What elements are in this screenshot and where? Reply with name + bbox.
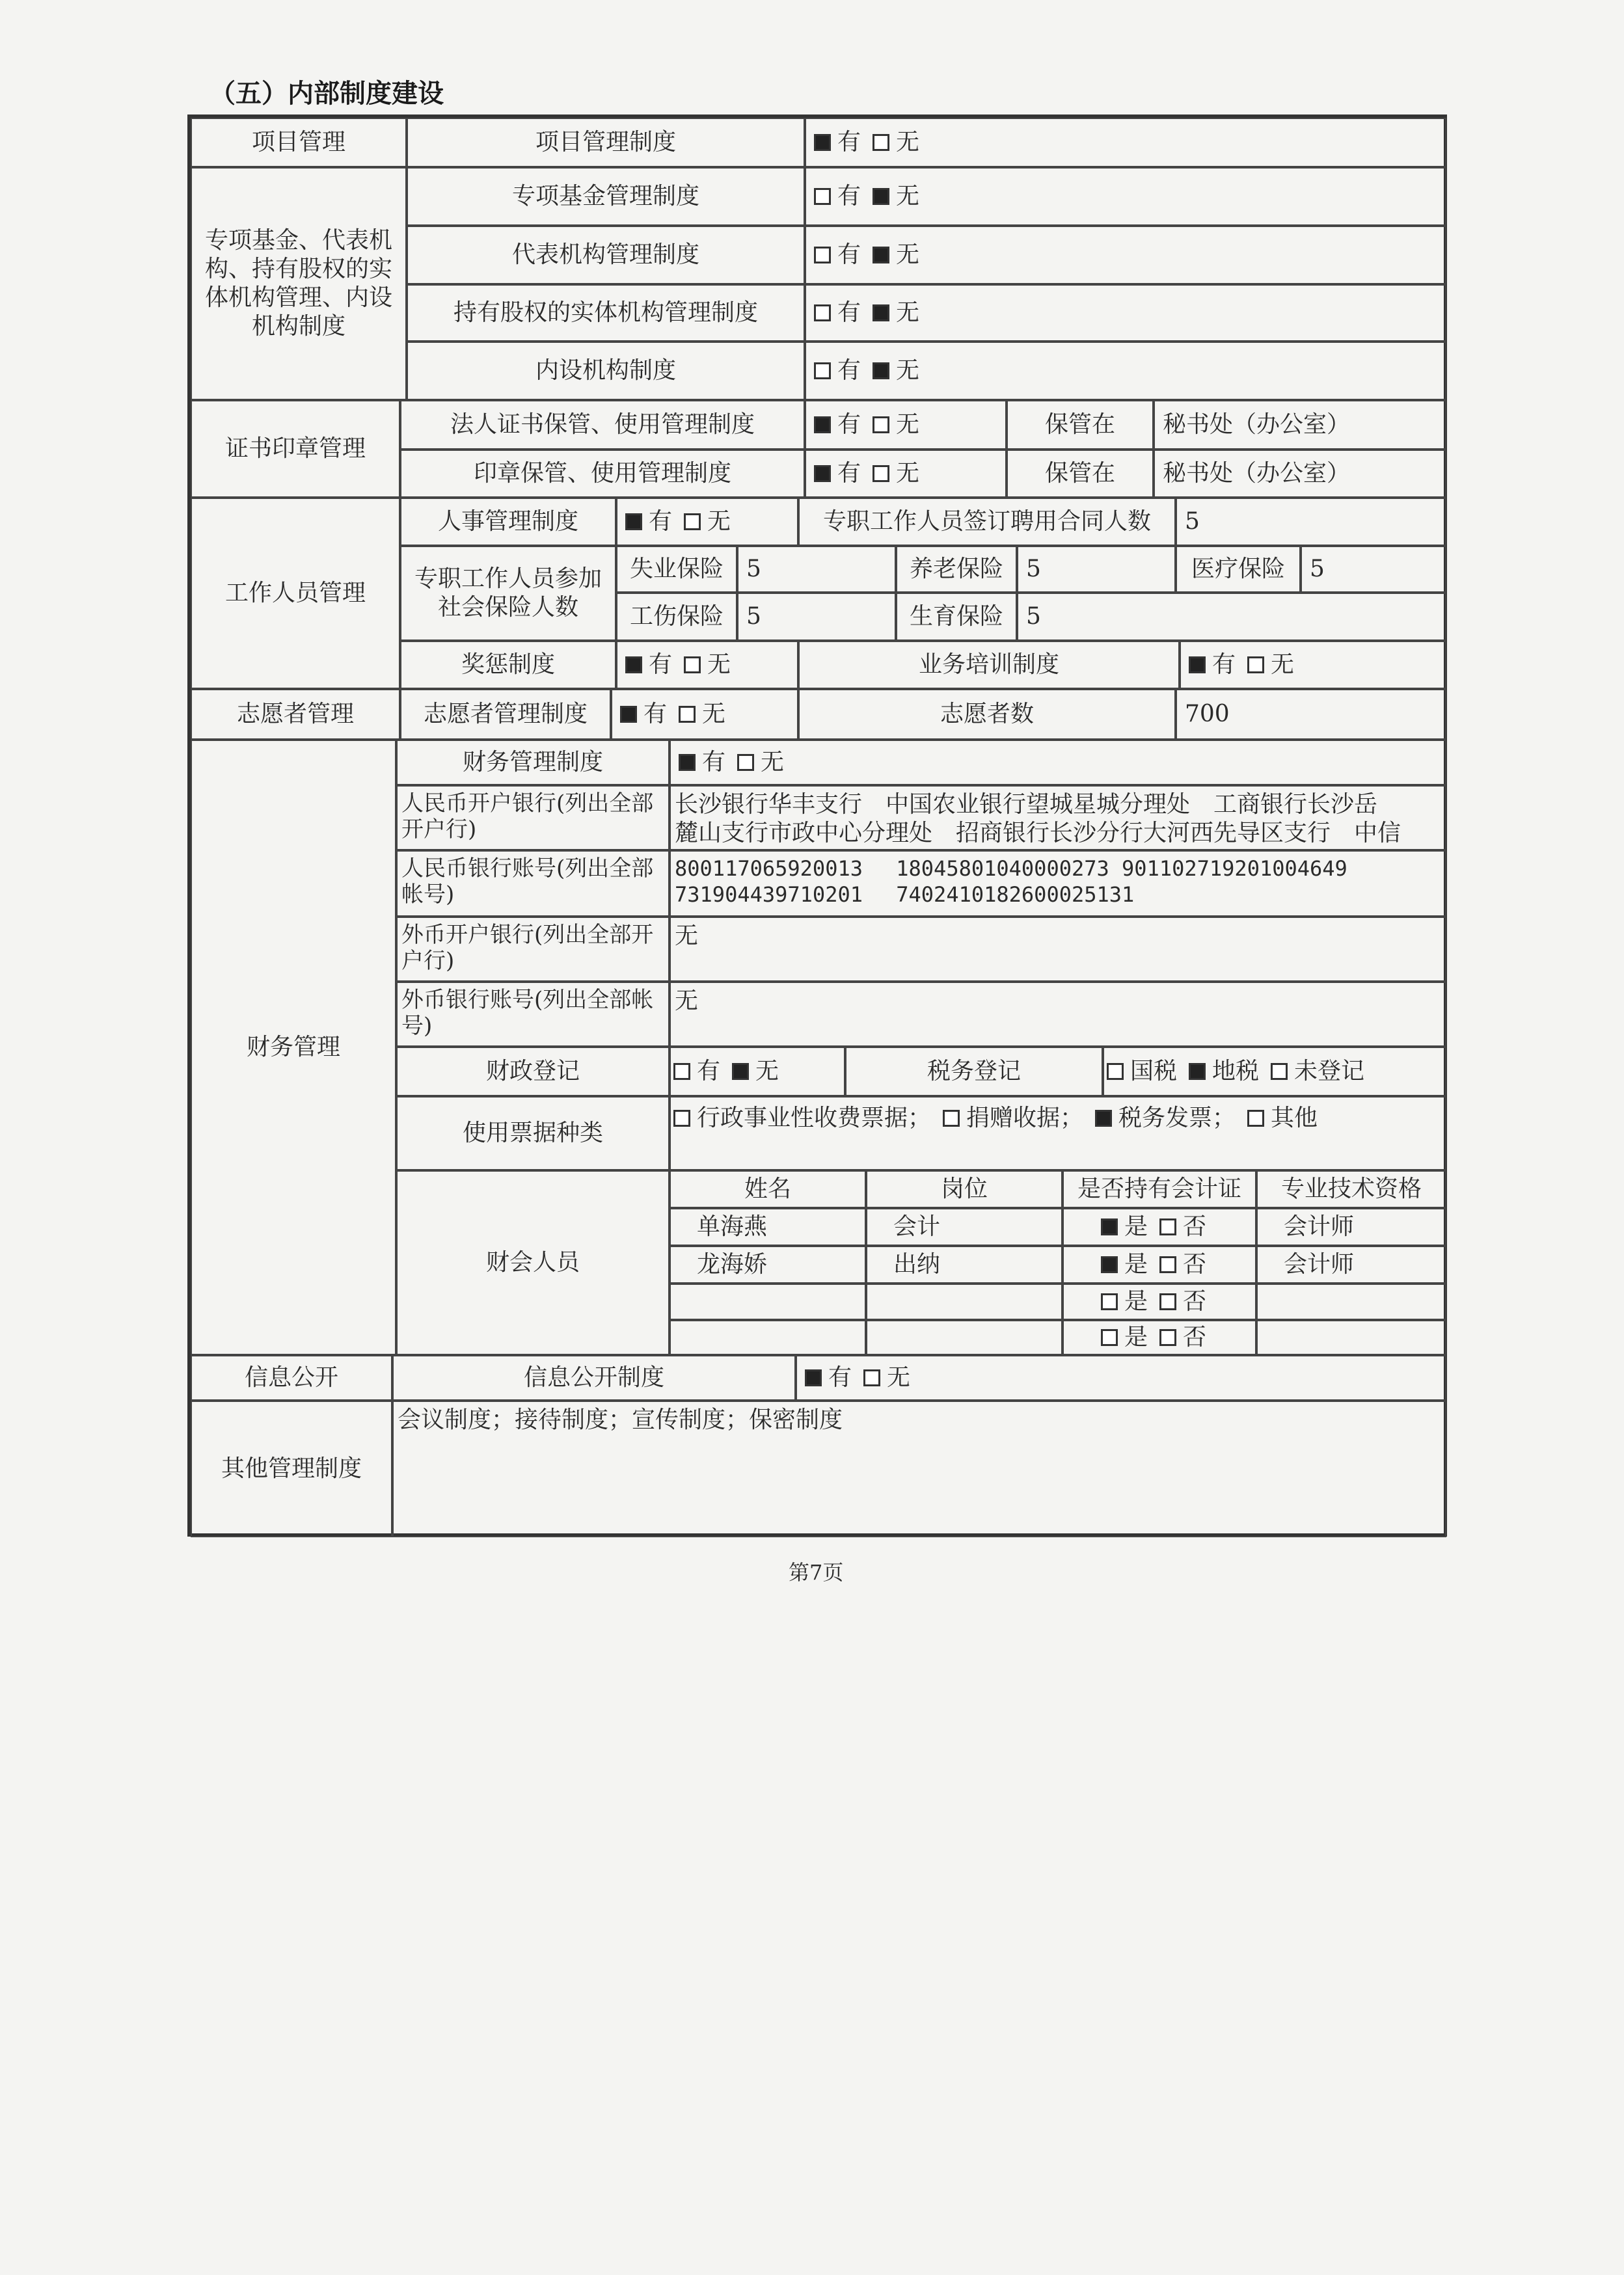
finance-no-checkbox[interactable] bbox=[737, 754, 754, 771]
acct-row-3-cert: 是 否 bbox=[1062, 1284, 1256, 1320]
project-system-check: 有 无 bbox=[805, 118, 1446, 167]
tax-unregistered-checkbox[interactable] bbox=[1271, 1063, 1288, 1080]
special-fund-check: 有 无 bbox=[805, 167, 1446, 226]
training-no-checkbox[interactable] bbox=[1247, 656, 1264, 673]
insurance-count-label: 专职工作人员参加社会保险人数 bbox=[400, 546, 616, 641]
rmb-account-label: 人民币银行账号(列出全部帐号) bbox=[396, 850, 670, 917]
cert-keep-value: 秘书处（办公室） bbox=[1154, 400, 1446, 450]
disclosure-group-label: 信息公开 bbox=[191, 1355, 392, 1401]
disclosure-system-check: 有 无 bbox=[796, 1355, 1446, 1401]
tax-local-checkbox[interactable] bbox=[1189, 1063, 1206, 1080]
acct-row-1-cert-yes[interactable] bbox=[1101, 1218, 1118, 1235]
acct-row-2-name: 龙海娇 bbox=[670, 1246, 866, 1284]
unemployment-value: 5 bbox=[737, 546, 896, 593]
pension-value: 5 bbox=[1017, 546, 1176, 593]
fx-bank-label: 外币开户银行(列出全部开户行) bbox=[396, 917, 670, 982]
disclosure-yes-checkbox[interactable] bbox=[805, 1369, 822, 1386]
bill-admin-fee-checkbox[interactable] bbox=[673, 1110, 690, 1127]
maternity-label: 生育保险 bbox=[896, 593, 1017, 641]
acct-row-3-post bbox=[866, 1284, 1062, 1320]
special-group-label: 专项基金、代表机构、持有股权的实体机构管理、内设机构制度 bbox=[191, 167, 407, 400]
bill-type-label: 使用票据种类 bbox=[396, 1096, 670, 1170]
acct-row-3-cert-no[interactable] bbox=[1159, 1293, 1176, 1310]
staff-group-label: 工作人员管理 bbox=[191, 498, 400, 689]
acct-header-qual: 专业技术资格 bbox=[1256, 1170, 1446, 1208]
acct-row-4-qual bbox=[1256, 1320, 1446, 1355]
cert-system-check: 有 无 bbox=[805, 400, 1007, 450]
finance-system-label: 财务管理制度 bbox=[396, 740, 670, 785]
internal-org-label: 内设机构制度 bbox=[407, 342, 805, 400]
other-group-label: 其他管理制度 bbox=[191, 1401, 392, 1537]
equity-entity-label: 持有股权的实体机构管理制度 bbox=[407, 284, 805, 342]
injury-label: 工伤保险 bbox=[616, 593, 737, 641]
acct-row-4-name bbox=[670, 1320, 866, 1355]
acct-row-4-post bbox=[866, 1320, 1062, 1355]
medical-label: 医疗保险 bbox=[1176, 546, 1301, 593]
rmb-account-line-2: 731904439710201 7402410182600025131 bbox=[675, 882, 1135, 907]
volunteer-count-label: 志愿者数 bbox=[798, 689, 1176, 740]
training-system-label: 业务培训制度 bbox=[798, 641, 1180, 689]
bill-donation-checkbox[interactable] bbox=[943, 1110, 960, 1127]
medical-value: 5 bbox=[1301, 546, 1446, 593]
reward-system-check: 有 无 bbox=[616, 641, 798, 689]
contract-count-label: 专职工作人员签订聘用合同人数 bbox=[798, 498, 1176, 546]
tax-registration-check: 国税 地税 未登记 bbox=[1103, 1047, 1446, 1096]
cert-system-label: 法人证书保管、使用管理制度 bbox=[400, 400, 805, 450]
tax-registration-label: 税务登记 bbox=[845, 1047, 1103, 1096]
rep-office-yes-checkbox[interactable] bbox=[814, 247, 831, 263]
page-number: 第7页 bbox=[789, 1560, 844, 1585]
special-fund-yes-checkbox[interactable] bbox=[814, 188, 831, 205]
unemployment-label: 失业保险 bbox=[616, 546, 737, 593]
acct-row-1-post: 会计 bbox=[866, 1208, 1062, 1246]
fiscal-yes-checkbox[interactable] bbox=[673, 1063, 690, 1080]
cert-no-checkbox[interactable] bbox=[873, 416, 889, 433]
fiscal-registration-label: 财政登记 bbox=[396, 1047, 670, 1096]
project-system-label: 项目管理制度 bbox=[407, 118, 805, 167]
equity-entity-check: 有 无 bbox=[805, 284, 1446, 342]
acct-row-4-cert-yes[interactable] bbox=[1101, 1329, 1118, 1346]
volunteer-group-label: 志愿者管理 bbox=[191, 689, 400, 740]
internal-org-yes-checkbox[interactable] bbox=[814, 362, 831, 379]
equity-entity-no-checkbox[interactable] bbox=[873, 304, 889, 321]
acct-header-cert: 是否持有会计证 bbox=[1062, 1170, 1256, 1208]
fiscal-no-checkbox[interactable] bbox=[732, 1063, 749, 1080]
acct-row-2-cert: 是 否 bbox=[1062, 1246, 1256, 1284]
acct-row-2-cert-yes[interactable] bbox=[1101, 1256, 1118, 1273]
hr-system-check: 有 无 bbox=[616, 498, 798, 546]
internal-org-no-checkbox[interactable] bbox=[873, 362, 889, 379]
acct-row-4-cert-no[interactable] bbox=[1159, 1329, 1176, 1346]
acct-header-name: 姓名 bbox=[670, 1170, 866, 1208]
rep-office-label: 代表机构管理制度 bbox=[407, 226, 805, 284]
bill-other-checkbox[interactable] bbox=[1247, 1110, 1264, 1127]
rmb-bank-line-1: 长沙银行华丰支行 中国农业银行望城星城分理处 工商银行长沙岳 bbox=[675, 791, 1378, 818]
internal-system-form bbox=[187, 114, 1447, 1537]
reward-system-label: 奖惩制度 bbox=[400, 641, 616, 689]
volunteer-system-check: 有 无 bbox=[611, 689, 798, 740]
bill-type-check: 行政事业性收费票据； 捐赠收据； 税务发票； 其他 bbox=[670, 1096, 1446, 1170]
finance-yes-checkbox[interactable] bbox=[679, 754, 696, 771]
acct-row-3-name bbox=[670, 1284, 866, 1320]
rep-office-check: 有 无 bbox=[805, 226, 1446, 284]
disclosure-no-checkbox[interactable] bbox=[863, 1369, 880, 1386]
hr-no-checkbox[interactable] bbox=[684, 513, 701, 530]
seal-yes-checkbox[interactable] bbox=[814, 465, 831, 482]
rmb-bank-value bbox=[670, 785, 1446, 850]
internal-org-check: 有 无 bbox=[805, 342, 1446, 400]
tax-national-checkbox[interactable] bbox=[1107, 1063, 1124, 1080]
acct-row-3-cert-yes[interactable] bbox=[1101, 1293, 1118, 1310]
fx-bank-value: 无 bbox=[670, 917, 1446, 982]
rmb-account-line-1: 800117065920013 18045801040000273 901102719201004649 bbox=[675, 856, 1347, 881]
rmb-bank-label: 人民币开户银行(列出全部开户行) bbox=[396, 785, 670, 850]
section-title: （五）内部制度建设 bbox=[210, 79, 444, 109]
volunteer-system-label: 志愿者管理制度 bbox=[400, 689, 611, 740]
seal-system-check: 有 无 bbox=[805, 450, 1007, 498]
accounting-staff-label: 财会人员 bbox=[396, 1170, 670, 1355]
pension-label: 养老保险 bbox=[896, 546, 1017, 593]
special-fund-label: 专项基金管理制度 bbox=[407, 167, 805, 226]
cert-keep-label: 保管在 bbox=[1007, 400, 1154, 450]
fx-account-label: 外币银行账号(列出全部帐号) bbox=[396, 982, 670, 1047]
acct-row-2-cert-no[interactable] bbox=[1159, 1256, 1176, 1273]
project-no-checkbox[interactable] bbox=[873, 134, 889, 151]
contract-count-value: 5 bbox=[1176, 498, 1446, 546]
acct-row-1-cert-no[interactable] bbox=[1159, 1218, 1176, 1235]
maternity-value: 5 bbox=[1017, 593, 1446, 641]
cert-yes-checkbox[interactable] bbox=[814, 416, 831, 433]
acct-row-4-cert: 是 否 bbox=[1062, 1320, 1256, 1355]
disclosure-system-label: 信息公开制度 bbox=[392, 1355, 796, 1401]
acct-row-2-post: 出纳 bbox=[866, 1246, 1062, 1284]
reward-no-checkbox[interactable] bbox=[684, 656, 701, 673]
rep-office-no-checkbox[interactable] bbox=[873, 247, 889, 263]
hr-yes-checkbox[interactable] bbox=[625, 513, 642, 530]
finance-group-label: 财务管理 bbox=[191, 740, 396, 1355]
volunteer-no-checkbox[interactable] bbox=[679, 706, 696, 723]
rmb-account-value bbox=[670, 850, 1446, 917]
bill-tax-invoice-checkbox[interactable] bbox=[1095, 1110, 1112, 1127]
finance-system-check: 有 无 bbox=[670, 740, 1446, 785]
acct-row-1-name: 单海燕 bbox=[670, 1208, 866, 1246]
project-yes-checkbox[interactable] bbox=[814, 134, 831, 151]
acct-header-post: 岗位 bbox=[866, 1170, 1062, 1208]
rmb-bank-line-2: 麓山支行市政中心分理处 招商银行长沙分行大河西先导区支行 中信 bbox=[675, 820, 1401, 846]
injury-value: 5 bbox=[737, 593, 896, 641]
fiscal-registration-check: 有 无 bbox=[670, 1047, 845, 1096]
volunteer-yes-checkbox[interactable] bbox=[620, 706, 637, 723]
acct-row-3-qual bbox=[1256, 1284, 1446, 1320]
fx-account-value: 无 bbox=[670, 982, 1446, 1047]
acct-row-2-qual: 会计师 bbox=[1256, 1246, 1446, 1284]
equity-entity-yes-checkbox[interactable] bbox=[814, 304, 831, 321]
reward-yes-checkbox[interactable] bbox=[625, 656, 642, 673]
acct-row-1-cert: 是 否 bbox=[1062, 1208, 1256, 1246]
seal-keep-value: 秘书处（办公室） bbox=[1154, 450, 1446, 498]
seal-group-label: 证书印章管理 bbox=[191, 400, 400, 498]
special-fund-no-checkbox[interactable] bbox=[873, 188, 889, 205]
acct-row-1-qual: 会计师 bbox=[1256, 1208, 1446, 1246]
hr-system-label: 人事管理制度 bbox=[400, 498, 616, 546]
volunteer-count-value: 700 bbox=[1176, 689, 1446, 740]
project-group-label: 项目管理 bbox=[191, 118, 407, 167]
seal-no-checkbox[interactable] bbox=[873, 465, 889, 482]
other-system-value: 会议制度；接待制度；宣传制度；保密制度 bbox=[392, 1401, 1446, 1537]
training-yes-checkbox[interactable] bbox=[1189, 656, 1206, 673]
training-system-check: 有 无 bbox=[1180, 641, 1446, 689]
seal-system-label: 印章保管、使用管理制度 bbox=[400, 450, 805, 498]
seal-keep-label: 保管在 bbox=[1007, 450, 1154, 498]
